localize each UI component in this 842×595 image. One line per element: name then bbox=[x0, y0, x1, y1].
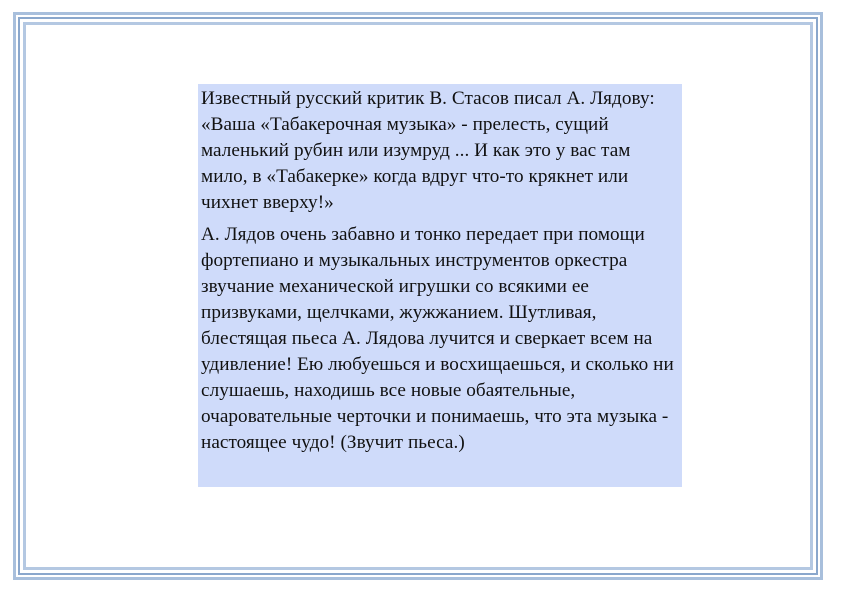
description-paragraph: А. Лядов очень забавно и тонко передает при помощи фортепиано и музыкальных инструментов оркестра звучание механической игрушки со всякими ее призвуками, щелчками, жужжанием. Шутливая, блестящая пьеса А. Лядова лучится и сверкает всем на удивление! Ею любуешься и восхищаешься, и сколько ни слушаешь, находишь все новые обаятельные, очаровательные черточки и понимаешь, что эта музыка - настоящее чудо! (Звучит пьеса.) bbox=[201, 224, 674, 453]
quote-paragraph: Известный русский критик В. Стасов писал А. Лядову: «Ваша «Табакерочная музыка» - прелесть, сущий маленький рубин или изумруд ... И как это у вас там мило, в «Табакерке» когда вдруг что-то крякнет или чихнет вверху!» bbox=[201, 88, 655, 213]
text-block bbox=[198, 84, 682, 487]
